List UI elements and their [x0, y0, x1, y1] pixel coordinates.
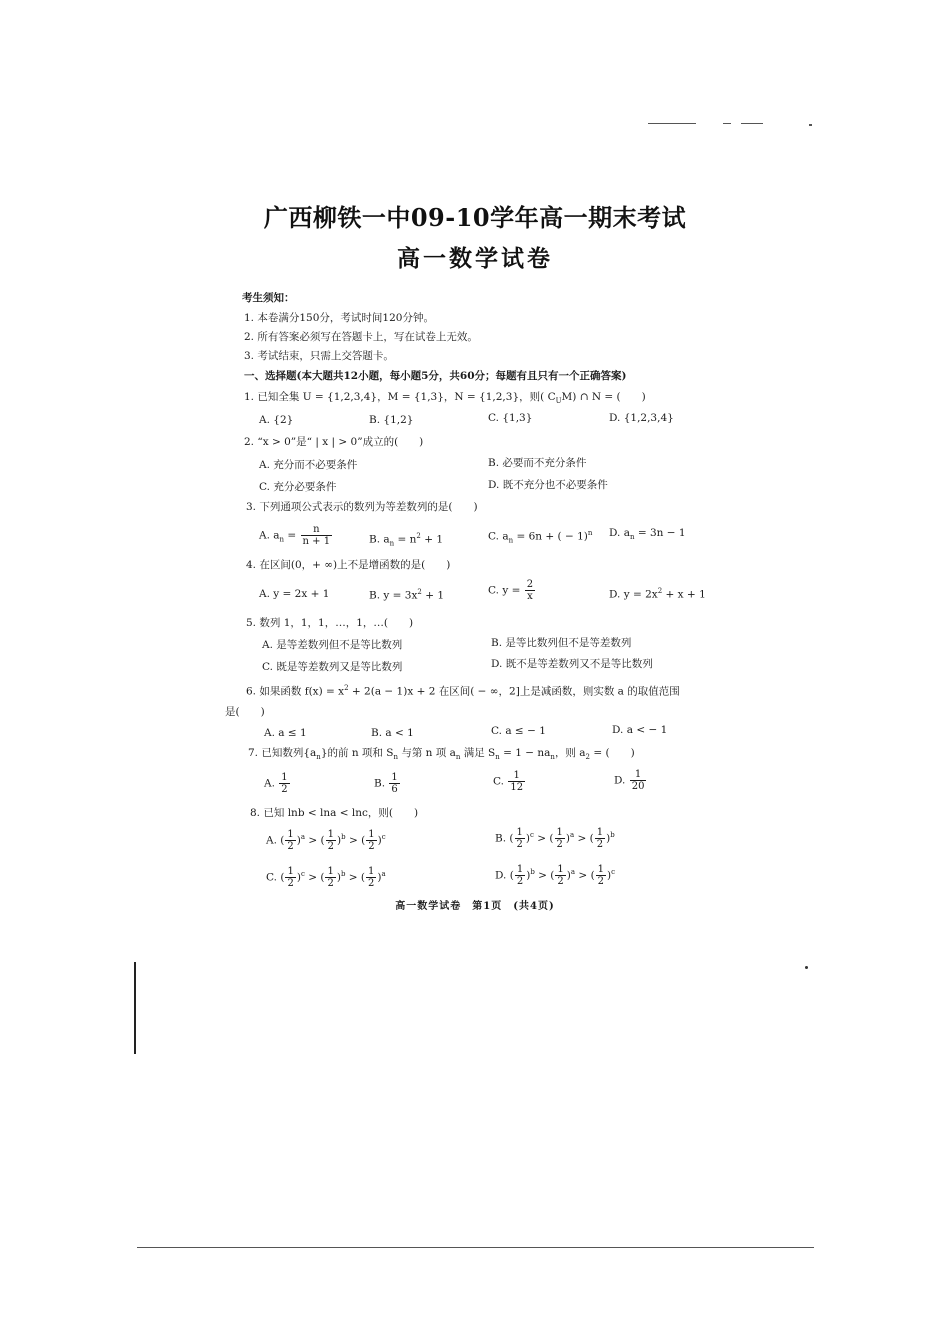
question-5-stem: 5. 数列 1，1，1，…，1，…( ): [246, 617, 414, 629]
question-6-option-c[interactable]: C. a ≤ − 1: [491, 725, 546, 737]
question-7-option-b[interactable]: B. $\frac{1}{6}$: [374, 772, 398, 795]
question-5-option-b[interactable]: B. 是等比数列但不是等差数列: [491, 637, 632, 649]
question-8-option-c[interactable]: C. ( $\frac{1}{2}$ )$^c$ > ( $\frac{1}{2}$ )$^b$ > ( $\frac{1}{2}$ )$^a$: [266, 866, 386, 889]
scan-mark: [809, 124, 812, 126]
page-bottom-rule: [137, 1247, 814, 1248]
question-2-option-d[interactable]: D. 既不充分也不必要条件: [488, 479, 608, 491]
question-6-option-a[interactable]: A. a ≤ 1: [264, 727, 307, 739]
fraction: $\frac{1}{20}$: [631, 769, 645, 792]
fraction: $\frac{1}{2}$: [516, 864, 524, 887]
question-1-option-b[interactable]: B. {1,2}: [369, 414, 414, 426]
question-7-option-c[interactable]: C. $\frac{1}{12}$: [493, 770, 524, 793]
fraction: $\frac{1}{2}$: [597, 864, 605, 887]
question-4-option-c[interactable]: C. y = $\frac{2}{x}$: [488, 579, 534, 602]
question-7-stem: 7. 已知数列$\{a_n\}$的前 n 项和 $S_n$ 与第 n 项 $a_n$ 满足 $S_n = 1 - na_n$，则 $a_2$ = ( ): [248, 747, 635, 762]
fraction: $\frac{1}{2}$: [281, 772, 288, 795]
fraction: $\frac{1}{2}$: [516, 827, 523, 850]
fraction: $\frac{1}{6}$: [391, 772, 398, 795]
notice-item-2: 2. 所有答案必须写在答题卡上，写在试卷上无效。: [244, 331, 478, 343]
question-5-option-c[interactable]: C. 既是等差数列又是等比数列: [262, 661, 403, 673]
fraction: $\frac{1}{2}$: [287, 829, 294, 852]
question-6-option-d[interactable]: D. a < − 1: [612, 724, 668, 736]
scan-edge-bar: [134, 962, 136, 1054]
question-5-option-a[interactable]: A. 是等差数列但不是等比数列: [262, 639, 403, 651]
scan-mark: [741, 123, 763, 124]
scan-speck: [805, 966, 808, 969]
exam-title: 广西柳铁一中09-10学年高一期末考试: [263, 203, 687, 232]
question-7-option-d[interactable]: D. $\frac{1}{20}$: [614, 769, 645, 792]
question-6-option-b[interactable]: B. a < 1: [371, 727, 414, 739]
fraction: $\frac{1}{2}$: [327, 866, 334, 889]
question-6-stem-continued: 是( ): [225, 706, 265, 718]
scan-mark: [648, 123, 696, 124]
question-7-option-a[interactable]: A. $\frac{1}{2}$: [264, 772, 288, 795]
fraction: $\frac{1}{12}$: [510, 770, 524, 793]
question-1-stem: 1. 已知全集 U = {1,2,3,4}，M = {1,3}，N = {1,2,3}，则( $C_UM$) ∩ N = ( ): [244, 391, 646, 406]
fraction: $\frac{1}{2}$: [287, 866, 294, 889]
question-4-option-a[interactable]: A. y = 2x + 1: [259, 588, 330, 600]
question-3-option-a[interactable]: A. $a_n$ = $\frac{n}{n + 1}$: [259, 524, 331, 547]
question-4-option-b[interactable]: B. $y = 3x^2 + 1$: [369, 588, 445, 602]
fraction: $\frac{1}{2}$: [596, 827, 604, 850]
notice-item-3: 3. 考试结束，只需上交答题卡。: [244, 350, 394, 362]
question-3-option-b[interactable]: B. $a_n = n^2 + 1$: [369, 532, 444, 548]
question-1-option-c[interactable]: C. {1,3}: [488, 412, 533, 424]
notice-heading: 考生须知：: [242, 292, 295, 304]
question-6-stem: 6. 如果函数 $f(x) = x^2 + 2(a - 1)x + 2$ 在区间( − ∞，2]上是减函数，则实数 a 的取值范围: [246, 684, 680, 698]
question-4-stem: 4. 在区间(0，+ ∞)上不是增函数的是( ): [246, 559, 451, 571]
question-4-option-d[interactable]: D. $y = 2x^2 + x + 1$: [609, 587, 706, 601]
question-2-option-c[interactable]: C. 充分必要条件: [259, 481, 337, 493]
question-3-option-c[interactable]: C. $a_n = 6n$ + ( − 1)$^n$: [488, 529, 593, 545]
question-2-stem: 2. “x > 0”是“ | x | > 0”成立的( ): [244, 436, 424, 448]
exam-subtitle: 高一数学试卷: [397, 245, 553, 272]
question-1-option-d[interactable]: D. {1,2,3,4}: [609, 412, 674, 424]
question-3-stem: 3. 下列通项公式表示的数列为等差数列的是( ): [246, 501, 478, 513]
fraction: $\frac{1}{2}$: [557, 864, 564, 887]
question-8-option-a[interactable]: A. ( $\frac{1}{2}$ )$^a$ > ( $\frac{1}{2}$ )$^b$ > ( $\frac{1}{2}$ )$^c$: [266, 829, 386, 852]
question-8-option-d[interactable]: D. ( $\frac{1}{2}$ )$^b$ > ( $\frac{1}{2}$ )$^a$ > ( $\frac{1}{2}$ )$^c$: [495, 864, 616, 887]
question-8-option-b[interactable]: B. ( $\frac{1}{2}$ )$^c$ > ( $\frac{1}{2}$ )$^a$ > ( $\frac{1}{2}$ )$^b$: [495, 827, 615, 850]
question-5-option-d[interactable]: D. 既不是等差数列又不是等比数列: [491, 658, 653, 670]
fraction: $\frac{1}{2}$: [556, 827, 563, 850]
question-2-option-b[interactable]: B. 必要而不充分条件: [488, 457, 587, 469]
question-1-option-a[interactable]: A. {2}: [259, 414, 294, 426]
fraction: $\frac{2}{x}$: [526, 579, 534, 602]
question-2-option-a[interactable]: A. 充分而不必要条件: [259, 459, 358, 471]
fraction: $\frac{1}{2}$: [368, 866, 375, 889]
notice-item-1: 1. 本卷满分150分，考试时间120分钟。: [244, 312, 434, 324]
scan-mark: [723, 123, 731, 124]
fraction: $\frac{1}{2}$: [368, 829, 375, 852]
fraction: $\frac{n}{n + 1}$: [302, 524, 331, 547]
question-3-option-d[interactable]: D. $a_n = 3n - 1$: [609, 527, 686, 542]
question-8-stem: 8. 已知 lnb < lna < lnc，则( ): [250, 807, 419, 819]
section-heading: 一、选择题(本大题共12小题，每小题5分，共60分；每题有且只有一个正确答案): [244, 370, 627, 382]
fraction: $\frac{1}{2}$: [327, 829, 335, 852]
page-footer: 高一数学试卷 第1页 (共4页): [395, 901, 555, 912]
